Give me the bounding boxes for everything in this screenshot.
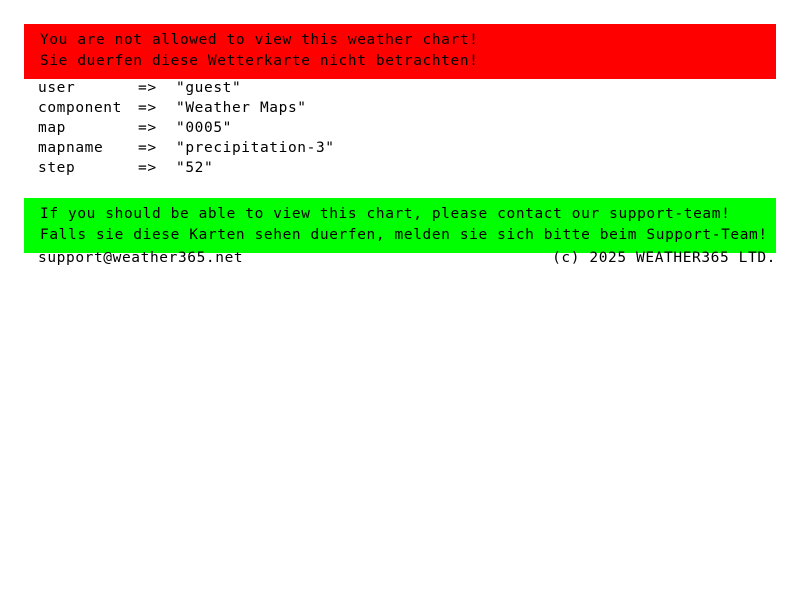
parameter-key: map	[38, 120, 66, 136]
parameter-value: "Weather Maps"	[176, 100, 307, 116]
info-banner	[24, 198, 776, 253]
parameter-value: "precipitation-3"	[176, 140, 335, 156]
info-banner-line-de: Falls sie diese Karten sehen duerfen, melden sie sich bitte beim Support-Team!	[40, 227, 768, 243]
parameter-value: "guest"	[176, 80, 242, 96]
parameter-arrow: =>	[138, 120, 157, 136]
parameter-key: user	[38, 80, 76, 96]
parameter-row-step	[38, 158, 335, 178]
parameter-value: "52"	[176, 160, 214, 176]
parameter-row-component	[38, 98, 335, 118]
parameter-row-map	[38, 118, 335, 138]
parameter-arrow: =>	[138, 160, 157, 176]
parameter-arrow: =>	[138, 140, 157, 156]
parameter-row-mapname	[38, 138, 335, 158]
parameter-list	[38, 78, 335, 178]
parameter-key: mapname	[38, 140, 104, 156]
parameter-value: "0005"	[176, 120, 232, 136]
error-banner-line-de: Sie duerfen diese Wetterkarte nicht betrachten!	[40, 53, 479, 69]
support-email-link[interactable]: support@weather365.net	[38, 250, 244, 266]
parameter-arrow: =>	[138, 100, 157, 116]
error-banner-line-en: You are not allowed to view this weather chart!	[40, 32, 479, 48]
parameter-row-user	[38, 78, 335, 98]
parameter-arrow: =>	[138, 80, 157, 96]
parameter-key: step	[38, 160, 76, 176]
copyright-text: (c) 2025 WEATHER365 LTD.	[552, 250, 776, 266]
footer	[38, 250, 776, 266]
info-banner-line-en: If you should be able to view this chart, please contact our support-team!	[40, 206, 731, 222]
parameter-key: component	[38, 100, 122, 116]
error-banner	[24, 24, 776, 79]
